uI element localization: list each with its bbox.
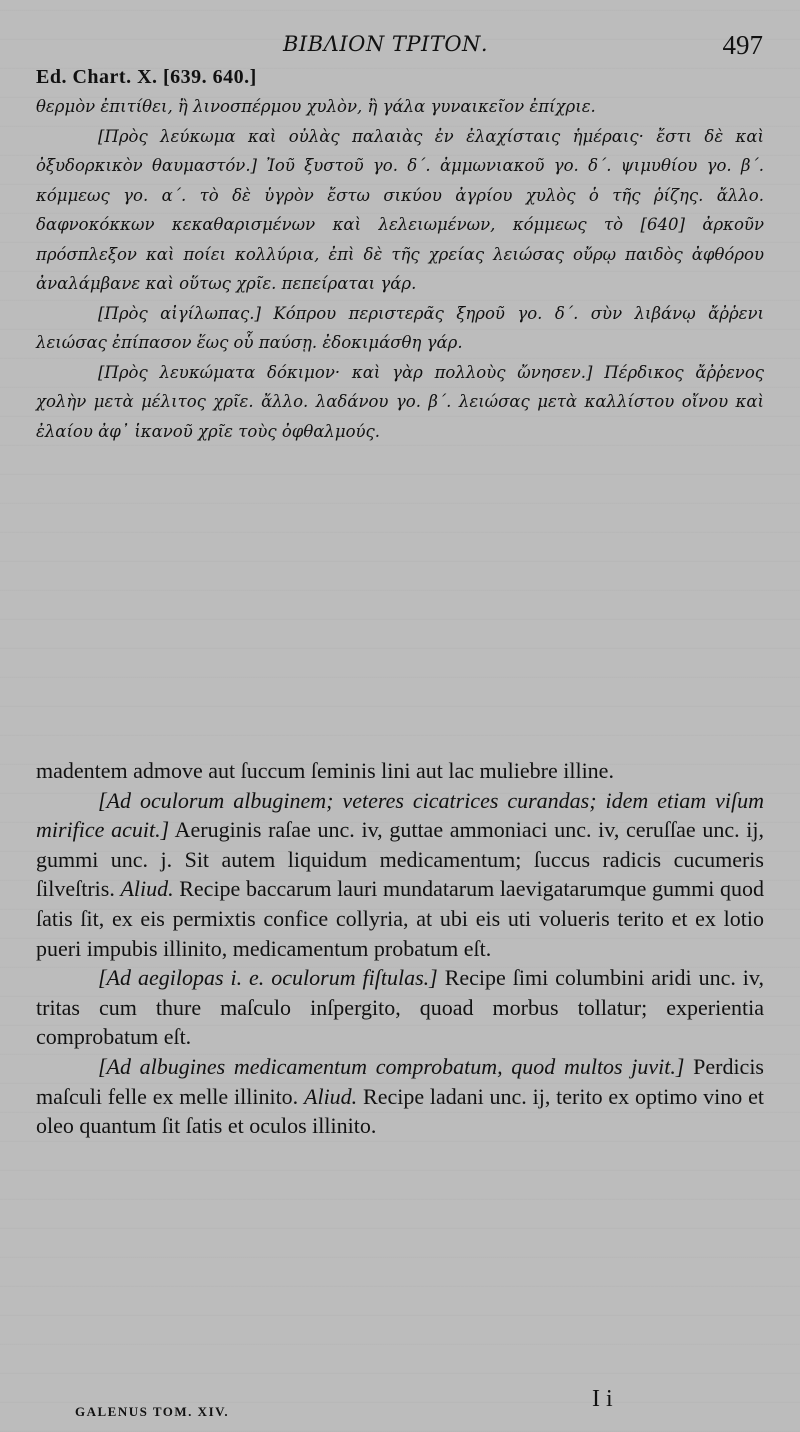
latin-body-4a: Perdicis maſculi felle ex melle illinito. [36,1053,764,1109]
greek-heading-2: [Πρὸς λεύκωμα καὶ οὐλὰς παλαιὰς ἐν ἐλαχίσταις ἡμέραις· ἔστι δὲ καὶ ὀξυδορκικὸν θαυμαστόν.] [36,126,764,175]
running-head [0,30,800,62]
greek-paragraph-1: θερμὸν ἐπιτίθει, ἢ λινοσπέρμου χυλὸν, ἢ γάλα γυναικεῖον ἐπίχριε. [36,97,596,116]
latin-aliud-4: Aliud. [304,1083,358,1109]
latin-paragraph-1: madentem admove aut ſuccum ſeminis lini aut lac muliebre illine. [36,758,614,783]
latin-text-block [36,756,764,1141]
page-number: 497 [722,30,763,60]
greek-heading-3: [Πρὸς αἰγίλωπας.] [98,303,261,323]
greek-text-block [36,92,764,446]
greek-paragraph-2 [36,122,764,299]
latin-body-2a: Aeruginis raſae unc. iv, guttae ammoniaci unc. iv, ceruſſae unc. ij, gummi unc. j. Sit autem liquidum medicamentum; ſuccus radicis cucumeris ſilveſtris. [36,817,764,902]
latin-body-4b: Recipe ladani unc. ij, terito ex optimo vino et oleo quantum ſit ſatis et oculos illinito. [36,1083,764,1139]
latin-paragraph-4 [36,1052,764,1141]
latin-paragraph-3 [36,963,764,1052]
edition-reference: Ed. Chart. X. [639. 640.] [36,66,257,88]
running-head-title: ΒΙΒΛΙΟΝ ΤΡΙΤΟΝ. [283,32,489,56]
latin-heading-3: [Ad aegilopas i. e. oculorum fiſtulas.] [98,965,438,991]
latin-heading-4: [Ad albugines medicamentum comprobatum, quod multos juvit.] [98,1053,685,1079]
latin-paragraph-2 [36,786,764,964]
latin-aliud-2: Aliud. [120,876,174,902]
greek-heading-4: [Πρὸς λευκώματα δόκιμον· καὶ γὰρ πολλοὺς ὤνησεν.] [98,362,593,382]
printer-signature: GALENUS TOM. XIV. [75,1404,230,1419]
latin-body-3: Recipe ſimi columbini aridi unc. iv, tritas cum thure maſculo inſpergito, quoad morbus tollatur; experientia comprobatum eſt. [36,965,764,1050]
latin-heading-2: [Ad oculorum albuginem; veteres cicatrices curandas; idem etiam viſum mirifice acuit.] [36,787,764,843]
greek-body-2: Ἰοῦ ξυστοῦ γο. δ΄. ἀμμωνιακοῦ γο. δ΄. ψιμυθίου γο. β΄. κόμμεως γο. α΄. τὸ δὲ ὑγρὸν ἔστω σικύου ἀγρίου χυλὸς ὁ τῆς ῥίζης. ἄλλο. δαφνοκόκκων κεκαθαρισμένων καὶ λελειωμένων, κόμμεως τὸ [640] ἀρκοῦν πρόσπλεξον καὶ ποίει κολλύρια, ἐπὶ δὲ τῆς χρείας λειώσας οὔρῳ παιδὸς ἀφθόρου ἀναλάμβανε καὶ οὕτως χρῖε. πεπείραται γάρ. [36,156,764,293]
gathering-mark: I i [592,1386,613,1412]
latin-body-2b: Recipe baccarum lauri mundatarum laevigatarumque gummi quod ſatis ſit, ex eis permixtis confice collyria, at ubi eis uti volueris terito et ex lotio pueri impubis illinito, medicamentum probatum eſt. [36,876,764,961]
greek-body-3: Κόπρου περιστερᾶς ξηροῦ γο. δ΄. σὺν λιβάνῳ ἄῤῥενι λειώσας ἐπίπασον ἕως οὗ παύσῃ. ἐδοκιμάσθη γάρ. [36,303,765,352]
greek-paragraph-3 [36,299,764,358]
greek-body-4: Πέρδικος ἄῤῥενος χολὴν μετὰ μέλιτος χρῖε. ἄλλο. λαδάνου γο. β΄. λειώσας μετὰ καλλίστου οἴνου καὶ ἐλαίου ἀφ᾽ ἱκανοῦ χρῖε τοὺς ὀφθαλμούς. [36,362,765,441]
greek-paragraph-4 [36,358,764,447]
